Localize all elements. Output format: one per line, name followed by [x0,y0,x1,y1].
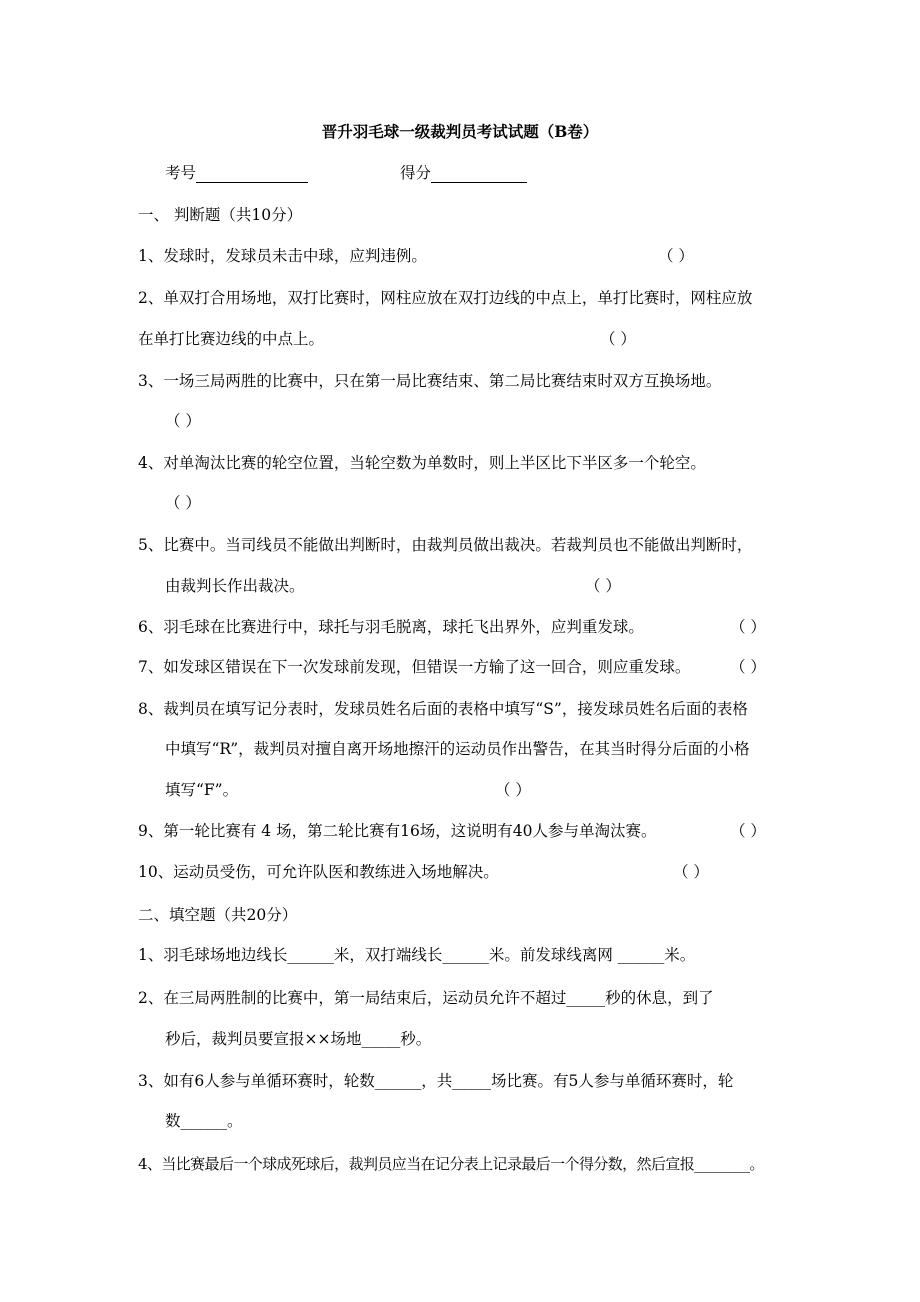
question-2-2-cont: 秒后，裁判员要宣报××场地_____秒。 [165,1030,432,1048]
answer-paren[interactable]: （ ） [730,658,766,676]
question-1-4: 4、对单淘汰比赛的轮空位置，当轮空数为单数时，则上半区比下半区多一个轮空。 [138,454,706,472]
exam-number-label: 考号 [165,164,197,182]
question-2-4: 4、当比赛最后一个球成死球后，裁判员应当在记分表上记录最后一个得分数，然后宣报________。 [138,1155,764,1173]
question-1-9: 9、第一轮比赛有 4 场，第二轮比赛有16场，这说明有40人参与单淘汰赛。 [138,822,657,840]
question-2-2: 2、在三局两胜制的比赛中，第一局结束后，运动员允许不超过_____秒的休息，到了 [138,989,714,1007]
answer-paren[interactable]: （ ） [730,822,766,840]
question-2-3-cont: 数______。 [165,1112,243,1130]
question-1-2-cont: 在单打比赛边线的中点上。 [138,330,325,348]
question-1-3: 3、一场三局两胜的比赛中，只在第一局比赛结束、第二局比赛结束时双方互换场地。 [138,372,722,390]
score-label: 得分 [400,164,432,182]
question-1-8: 8、裁判员在填写记分表时，发球员姓名后面的表格中填写“S”，接发球员姓名后面的表格 [138,700,748,718]
question-1-5: 5、比赛中。当司线员不能做出判断时，由裁判员做出裁决。若裁判员也不能做出判断时， [138,536,753,554]
question-1-2: 2、单双打合用场地，双打比赛时，网柱应放在双打边线的中点上，单打比赛时，网柱应放 [138,289,753,307]
score-field [400,163,527,183]
exam-number-field [165,163,308,183]
question-1-6: 6、羽毛球在比赛进行中，球托与羽毛脱离，球托飞出界外，应判重发球。 [138,618,644,636]
question-2-3: 3、如有6人参与单循环赛时，轮数______，共_____场比赛。有5人参与单循环赛时，轮 [138,1072,734,1090]
question-1-8-cont: 中填写“R”，裁判员对擅自离开场地擦汗的运动员作出警告，在其当时得分后面的小格 [165,740,750,758]
score-blank[interactable] [431,166,527,183]
question-1-5-cont: 由裁判长作出裁决。 [165,577,305,595]
answer-paren[interactable]: （ ） [730,618,766,636]
answer-paren[interactable]: （ ） [600,330,636,348]
question-1-10: 10、运动员受伤，可允许队医和教练进入场地解决。 [138,863,499,881]
question-1-1: 1、发球时，发球员未击中球，应判违例。 [138,247,427,265]
section-2-heading: 二、填空题（共20分） [138,906,298,924]
answer-paren[interactable]: （ ） [165,494,201,512]
section-1-heading: 一、 判断题（共10分） [138,206,303,224]
question-1-7: 7、如发球区错误在下一次发球前发现，但错误一方输了这一回合，则应重发球。 [138,658,691,676]
answer-paren[interactable]: （ ） [658,247,694,265]
answer-paren[interactable]: （ ） [495,781,531,799]
question-2-1: 1、羽毛球场地边线长______米，双打端线长______米。前发球线离网 ______米。 [138,946,696,964]
exam-number-blank[interactable] [196,166,308,183]
answer-paren[interactable]: （ ） [585,577,621,595]
answer-paren[interactable]: （ ） [165,412,201,430]
page-title: 晋升羽毛球一级裁判员考试试题（B卷） [321,122,599,141]
question-1-8-cont2: 填写“F”。 [165,781,239,799]
answer-paren[interactable]: （ ） [673,863,709,881]
